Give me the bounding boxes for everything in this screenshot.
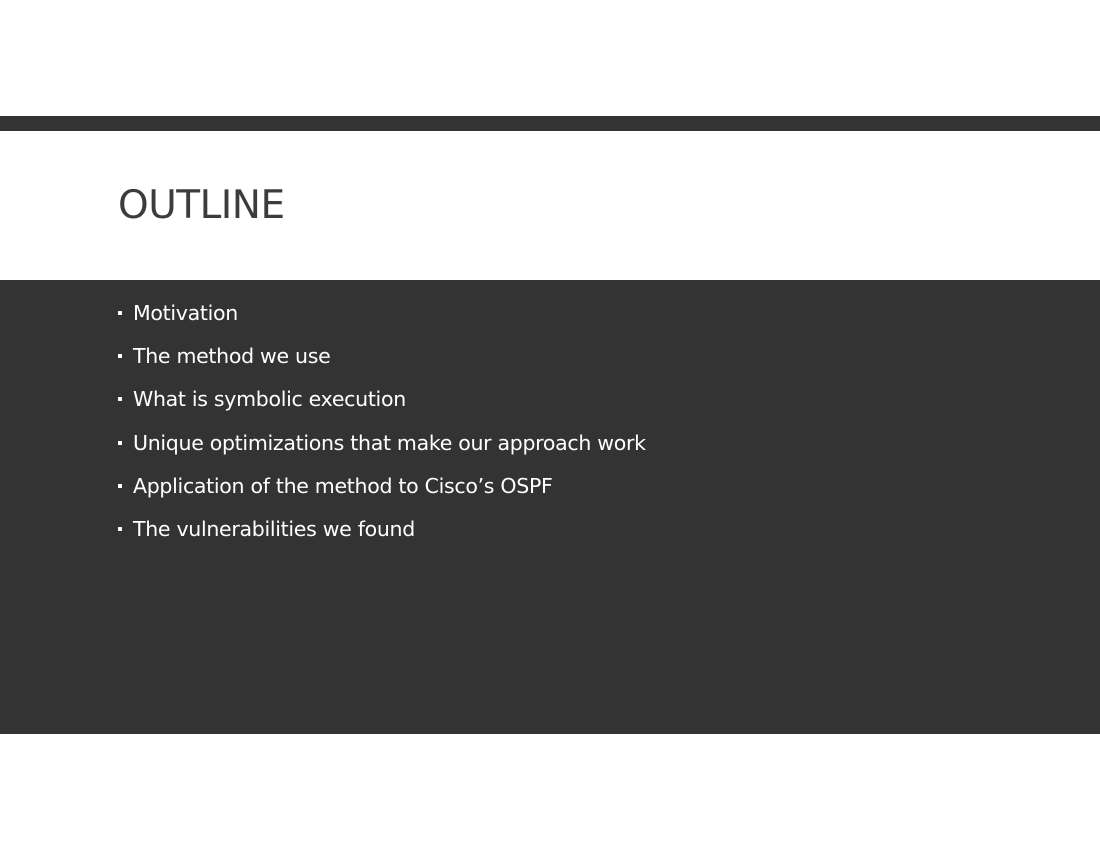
square-bullet-icon [118, 441, 122, 445]
bullet-text: Unique optimizations that make our approach work [133, 430, 646, 455]
bullet-item-optimizations [118, 429, 646, 472]
bullet-item-vulnerabilities [118, 515, 646, 558]
bullet-item-method [118, 342, 646, 385]
slide-title: OUTLINE [118, 183, 285, 228]
square-bullet-icon [118, 527, 122, 531]
header-divider-bar [0, 116, 1100, 131]
bullet-text: The method we use [133, 344, 331, 369]
bullet-item-application [118, 472, 646, 515]
bullet-item-symbolic-execution [118, 385, 646, 428]
bullet-text: Motivation [133, 301, 238, 325]
bullet-text: Application of the method to Cisco’s OSPF [133, 473, 553, 498]
bullet-item-motivation [118, 299, 646, 342]
square-bullet-icon [118, 311, 122, 315]
square-bullet-icon [118, 397, 122, 401]
bullet-text: What is symbolic execution [133, 387, 406, 412]
square-bullet-icon [118, 354, 122, 358]
square-bullet-icon [118, 484, 122, 488]
bullet-text: The vulnerabilities we found [133, 516, 415, 541]
bullet-list [118, 299, 646, 558]
